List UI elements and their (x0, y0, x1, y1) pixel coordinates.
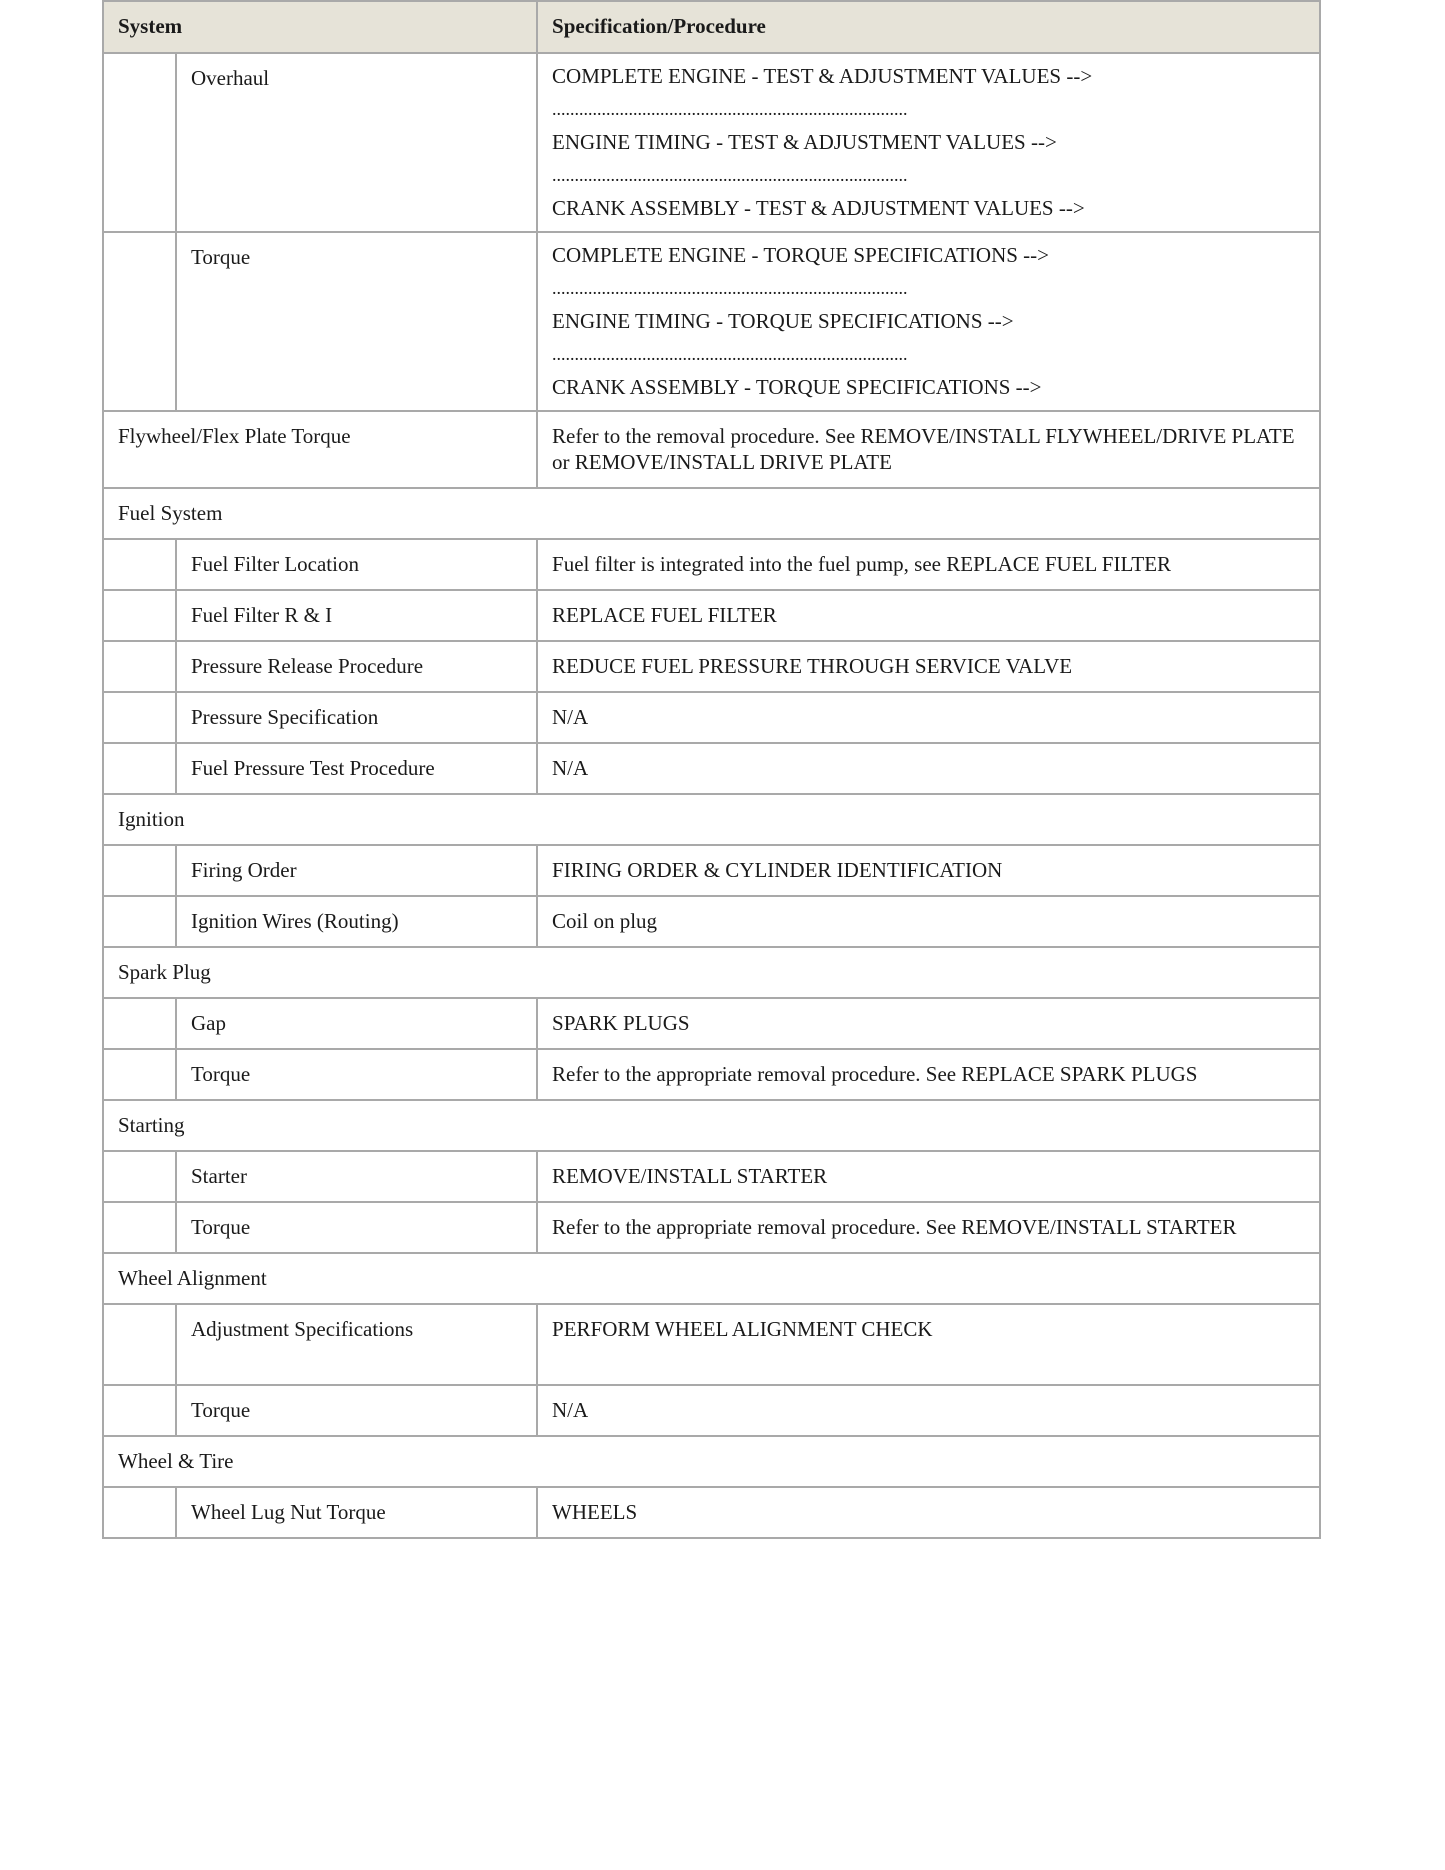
section-row (103, 1100, 1320, 1151)
section-row (103, 1436, 1320, 1487)
section-row (103, 794, 1320, 845)
table-row (103, 1049, 1320, 1100)
row-spec: N/A (537, 1385, 1320, 1436)
row-label: Torque (176, 1049, 537, 1100)
row-spec-flywheel: Refer to the removal procedure. See REMOVE/INSTALL FLYWHEEL/DRIVE PLATE or REMOVE/INSTALL DRIVE PLATE (537, 411, 1320, 488)
row-spec: REPLACE FUEL FILTER (537, 590, 1320, 641)
row-label: Fuel Filter R & I (176, 590, 537, 641)
row-spec: N/A (537, 692, 1320, 743)
indent-cell (103, 1151, 176, 1202)
dot-leader: ............................................................................... (552, 99, 908, 119)
table-row (103, 743, 1320, 794)
link-crank-assembly-test-values[interactable]: CRANK ASSEMBLY - TEST & ADJUSTMENT VALUES --> (552, 196, 1085, 220)
indent-cell (103, 641, 176, 692)
row-spec-overhaul (537, 53, 1320, 232)
section-row (103, 947, 1320, 998)
link-engine-timing-torque-specs[interactable]: ENGINE TIMING - TORQUE SPECIFICATIONS --> (552, 309, 1014, 333)
section-title: Wheel Alignment (103, 1253, 1320, 1304)
row-spec: PERFORM WHEEL ALIGNMENT CHECK (537, 1304, 1320, 1385)
row-label: Starter (176, 1151, 537, 1202)
table-row-torque (103, 232, 1320, 411)
indent-cell (103, 998, 176, 1049)
section-title: Ignition (103, 794, 1320, 845)
row-label: Gap (176, 998, 537, 1049)
row-label: Adjustment Specifications (176, 1304, 537, 1385)
row-spec-torque (537, 232, 1320, 411)
table-row (103, 1304, 1320, 1385)
row-label: Pressure Specification (176, 692, 537, 743)
table-row (103, 590, 1320, 641)
table-row (103, 845, 1320, 896)
indent-cell (103, 845, 176, 896)
link-complete-engine-test-values[interactable]: COMPLETE ENGINE - TEST & ADJUSTMENT VALUES --> (552, 64, 1093, 88)
section-row (103, 1253, 1320, 1304)
row-spec: FIRING ORDER & CYLINDER IDENTIFICATION (537, 845, 1320, 896)
row-label: Firing Order (176, 845, 537, 896)
row-label: Fuel Filter Location (176, 539, 537, 590)
row-spec: WHEELS (537, 1487, 1320, 1538)
indent-cell (103, 539, 176, 590)
indent-cell (103, 1049, 176, 1100)
row-spec: SPARK PLUGS (537, 998, 1320, 1049)
section-title: Fuel System (103, 488, 1320, 539)
section-title: Starting (103, 1100, 1320, 1151)
table-row (103, 641, 1320, 692)
indent-cell (103, 1202, 176, 1253)
table-row (103, 1151, 1320, 1202)
indent-cell (103, 590, 176, 641)
section-title: Spark Plug (103, 947, 1320, 998)
indent-cell (103, 743, 176, 794)
indent-cell (103, 1487, 176, 1538)
dot-leader: ............................................................................... (552, 344, 908, 364)
row-label: Torque (176, 1202, 537, 1253)
row-label: Pressure Release Procedure (176, 641, 537, 692)
table-row (103, 1385, 1320, 1436)
table-row (103, 896, 1320, 947)
table-row (103, 539, 1320, 590)
section-row (103, 488, 1320, 539)
table-row (103, 692, 1320, 743)
row-label: Torque (176, 232, 537, 411)
link-engine-timing-test-values[interactable]: ENGINE TIMING - TEST & ADJUSTMENT VALUES --> (552, 130, 1057, 154)
row-label: Flywheel/Flex Plate Torque (103, 411, 537, 488)
row-spec: REMOVE/INSTALL STARTER (537, 1151, 1320, 1202)
indent-cell (103, 1385, 176, 1436)
row-spec: REDUCE FUEL PRESSURE THROUGH SERVICE VALVE (537, 641, 1320, 692)
specification-table (102, 0, 1321, 1539)
dot-leader: ............................................................................... (552, 278, 908, 298)
indent-cell (103, 232, 176, 411)
table-header-row (103, 1, 1320, 53)
header-system: System (103, 1, 537, 53)
table-row-overhaul (103, 53, 1320, 232)
table-row (103, 998, 1320, 1049)
row-label: Wheel Lug Nut Torque (176, 1487, 537, 1538)
section-title: Wheel & Tire (103, 1436, 1320, 1487)
indent-cell (103, 53, 176, 232)
link-complete-engine-torque-specs[interactable]: COMPLETE ENGINE - TORQUE SPECIFICATIONS --> (552, 243, 1050, 267)
row-label: Ignition Wires (Routing) (176, 896, 537, 947)
table-row (103, 1202, 1320, 1253)
row-label: Torque (176, 1385, 537, 1436)
row-label: Overhaul (176, 53, 537, 232)
row-spec: Coil on plug (537, 896, 1320, 947)
row-label: Fuel Pressure Test Procedure (176, 743, 537, 794)
indent-cell (103, 692, 176, 743)
indent-cell (103, 1304, 176, 1385)
table-row-flywheel (103, 411, 1320, 488)
row-spec: Refer to the appropriate removal procedure. See REMOVE/INSTALL STARTER (537, 1202, 1320, 1253)
header-specification-procedure: Specification/Procedure (537, 1, 1320, 53)
link-crank-assembly-torque-specs[interactable]: CRANK ASSEMBLY - TORQUE SPECIFICATIONS --> (552, 375, 1042, 399)
row-spec: Refer to the appropriate removal procedure. See REPLACE SPARK PLUGS (537, 1049, 1320, 1100)
dot-leader: ............................................................................... (552, 165, 908, 185)
table-row (103, 1487, 1320, 1538)
row-spec: N/A (537, 743, 1320, 794)
indent-cell (103, 896, 176, 947)
row-spec: Fuel filter is integrated into the fuel pump, see REPLACE FUEL FILTER (537, 539, 1320, 590)
